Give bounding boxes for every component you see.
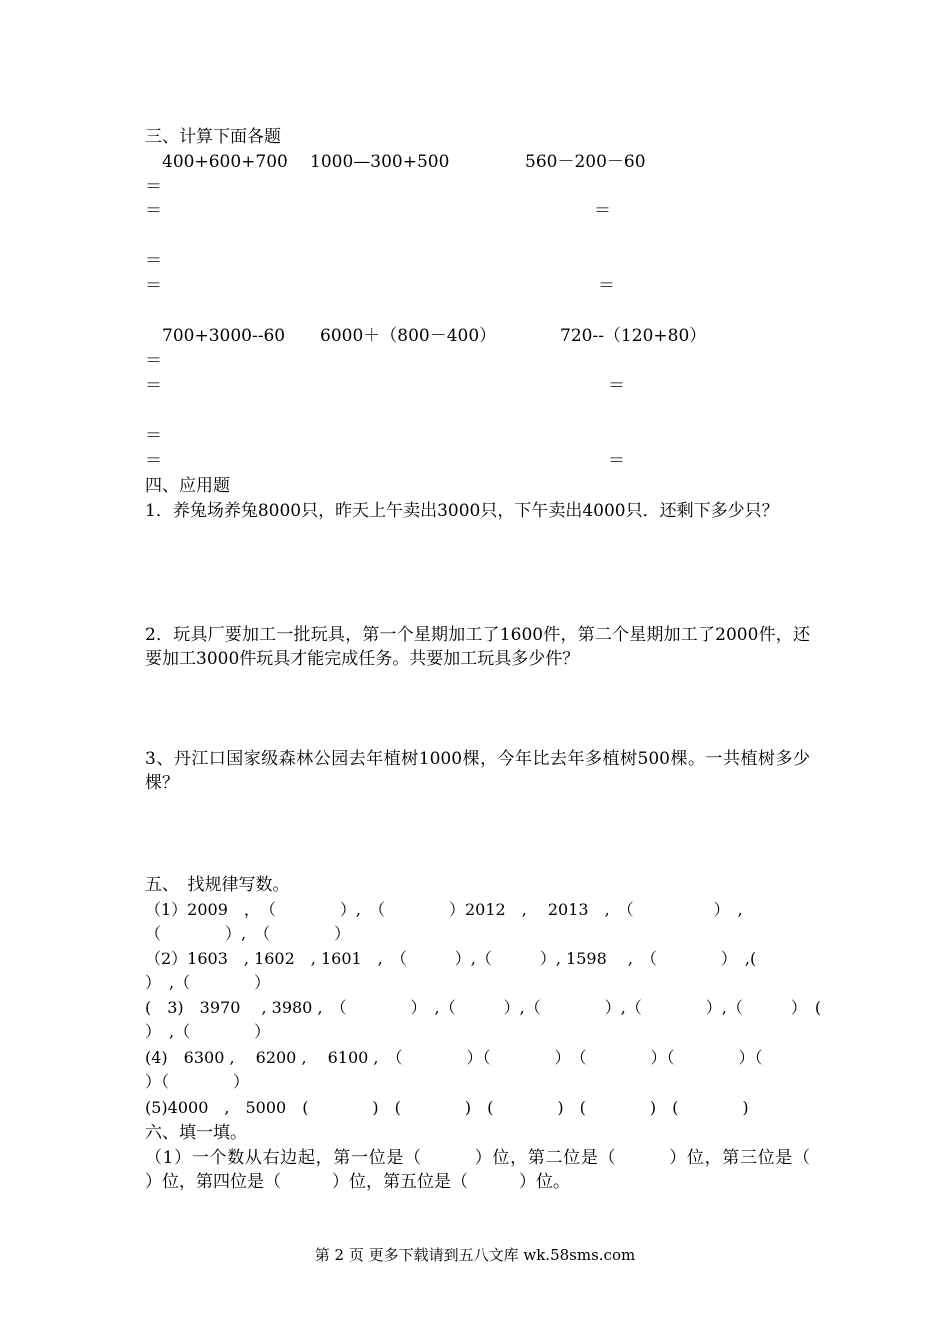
equals-sign: ＝ <box>145 426 162 446</box>
page-footer: 第 2 页 更多下载请到五八文库 wk.58sms.com <box>314 1246 636 1264</box>
calc-expression: 1000—300+500 <box>310 152 450 172</box>
pattern-line: （2）1603 , 1602 , 1601 , （ ）,（ ）, 1598 , （ ） ,( <box>145 949 757 968</box>
calc-expression: 400+600+700 <box>162 152 288 172</box>
pattern-line: (5)4000 , 5000 ( ) ( ) ( ) ( ) ( ) <box>145 1098 749 1117</box>
equals-sign: ＝ <box>145 251 162 271</box>
section6-heading: 六、填一填。 <box>145 1123 247 1143</box>
equals-sign: ＝ <box>145 276 162 296</box>
word-problem-1: 1．养兔场养兔8000只，昨天上午卖出3000只，下午卖出4000只．还剩下多少只？ <box>145 501 779 521</box>
equals-sign: ＝ <box>608 376 625 396</box>
pattern-line: ） ,（ ） <box>145 1022 271 1041</box>
equals-sign: ＝ <box>608 451 625 471</box>
pattern-line: （ ）, （ ） <box>145 924 351 943</box>
word-problem-3: 3、丹江口国家级森林公园去年植树1000棵，今年比去年多植树500棵。一共植树多少棵？ <box>145 749 810 793</box>
pattern-line: (4) 6300 , 6200 , 6100 , （ ）（ ） （ ）（ ）（ <box>145 1048 763 1067</box>
calc-expression: 560－200－60 <box>525 152 646 172</box>
section5-heading: 五、 找规律写数。 <box>145 875 290 895</box>
fill-in-question-1: （1）一个数从右边起，第一位是（ ）位，第二位是（ ）位，第三位是（ ）位，第四位是（ ）位，第五位是（ ）位。 <box>145 1148 861 1192</box>
calc-expression: 720--（120+80） <box>560 326 707 346</box>
pattern-line: （1）2009 ， （ ）, （ ）2012 , 2013 , （ ） , <box>145 900 743 919</box>
equals-sign: ＝ <box>145 201 162 221</box>
pattern-line: ）（ ） <box>145 1072 250 1091</box>
equals-sign: ＝ <box>594 201 611 221</box>
equals-sign: ＝ <box>145 177 162 197</box>
calc-expression: 6000＋（800－400） <box>320 326 497 346</box>
calc-expression: 700+3000--60 <box>162 326 286 346</box>
word-problem-2: 2．玩具厂要加工一批玩具，第一个星期加工了1600件，第二个星期加工了2000件，还要加工3000件玩具才能完成任务。共要加工玩具多少件？ <box>145 625 810 669</box>
equals-sign: ＝ <box>598 276 615 296</box>
equals-sign: ＝ <box>145 351 162 371</box>
section4-heading: 四、应用题 <box>145 476 230 496</box>
section3-heading: 三、计算下面各题 <box>145 127 281 147</box>
pattern-line: ） ,（ ） <box>145 973 271 992</box>
pattern-line: ( 3) 3970 , 3980 , （ ） ,（ ）,（ ）,（ ）,（ ） ( <box>145 998 822 1017</box>
equals-sign: ＝ <box>145 376 162 396</box>
equals-sign: ＝ <box>145 451 162 471</box>
